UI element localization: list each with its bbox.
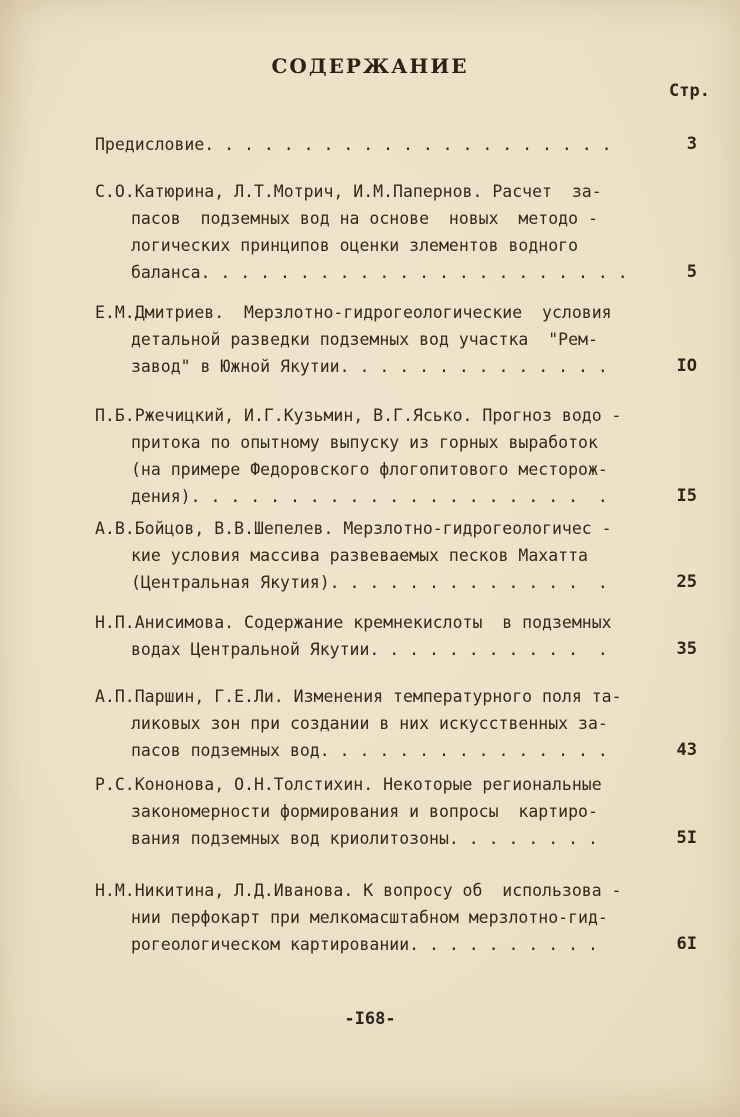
toc-page-number: 6I	[676, 934, 697, 954]
toc-entry-line: Н.М.Никитина, Л.Д.Иванова. К вопросу об использова -	[95, 881, 622, 900]
toc-page-number: 43	[676, 740, 697, 760]
toc-entry-line: баланса. . . . . . . . . . . . . . . . . . . . . .	[131, 263, 628, 282]
toc-page-number: IO	[676, 356, 697, 376]
page-column-header: Стр.	[669, 81, 710, 101]
toc-entry-line: П.Б.Ржечицкий, И.Г.Кузьмин, В.Г.Ясько. Прогноз водо -	[95, 406, 622, 425]
toc-page-number: 5	[686, 262, 697, 282]
toc-entry	[95, 609, 697, 663]
toc-page-number: I5	[676, 486, 697, 506]
toc-entry-line: пасов подземных вод на основе новых методо -	[131, 209, 598, 228]
toc-page-number: 5I	[676, 828, 697, 848]
toc-entry-line: закономерности формирования и вопросы картиро-	[131, 802, 598, 821]
toc-entry	[95, 515, 697, 596]
toc-entry-line: Предисловие. . . . . . . . . . . . . . . . . . . . .	[95, 135, 612, 154]
toc-entry-line: дения). . . . . . . . . . . . . . . . . . . . .	[131, 487, 608, 506]
toc-entry-line: пасов подземных вод. . . . . . . . . . . . . . .	[131, 741, 608, 760]
toc-entry-line: водах Центральной Якутии. . . . . . . . . . . .	[131, 640, 608, 659]
toc-entry-line: А.П.Паршин, Г.Е.Ли. Изменения температурного поля та-	[95, 687, 622, 706]
toc-page-number: 3	[686, 134, 697, 154]
footer-page-number: -I68-	[344, 1009, 396, 1029]
toc-entry	[95, 178, 697, 286]
toc-entry-line: рогеологическом картировании. . . . . . . . . .	[131, 935, 598, 954]
page-title: СОДЕРЖАНИЕ	[271, 54, 469, 78]
toc-entry	[95, 683, 697, 764]
toc-entry-line: детальной разведки подземных вод участка "Рем-	[131, 330, 598, 349]
toc-entry-line: завод" в Южной Якутии. . . . . . . . . . . . . .	[131, 357, 608, 376]
toc-entry-line: С.О.Катюрина, Л.Т.Мотрич, И.М.Папернов. Расчет за-	[95, 182, 602, 201]
toc-entry-line: Р.С.Кононова, О.Н.Толстихин. Некоторые региональные	[95, 775, 602, 794]
toc-entry-line: логических принципов оценки злементов водного	[131, 236, 579, 255]
toc-entry	[95, 299, 697, 380]
toc-entry-line: притока по опытному выпуску из горных выработок	[131, 433, 598, 452]
toc-page-number: 25	[676, 572, 697, 592]
toc-entry	[95, 877, 697, 958]
toc-entry-line: Н.П.Анисимова. Содержание кремнекислоты в подземных	[95, 613, 612, 632]
toc-entry	[95, 402, 697, 510]
toc-entry-line: ликовых зон при создании в них искусственных за-	[131, 714, 608, 733]
toc-entry-line: (Центральная Якутия). . . . . . . . . . . . . .	[131, 573, 608, 592]
toc-page-number: 35	[676, 639, 697, 659]
toc-entry	[95, 131, 697, 158]
toc-entry-line: Е.М.Дмитриев. Мерзлотно-гидрогеологические условия	[95, 303, 612, 322]
toc-entry-line: вания подземных вод криолитозоны. . . . . . . .	[131, 829, 598, 848]
toc-entry-line: кие условия массива развеваемых песков Махатта	[131, 546, 588, 565]
toc-entry-line: (на примере Федоровского флогопитового месторож-	[131, 460, 608, 479]
toc-entry	[95, 771, 697, 852]
toc-entry-line: А.В.Бойцов, В.В.Шепелев. Мерзлотно-гидрогеологичес -	[95, 519, 612, 538]
toc-entry-line: нии перфокарт при мелкомасштабном мерзлотно-гид-	[131, 908, 608, 927]
